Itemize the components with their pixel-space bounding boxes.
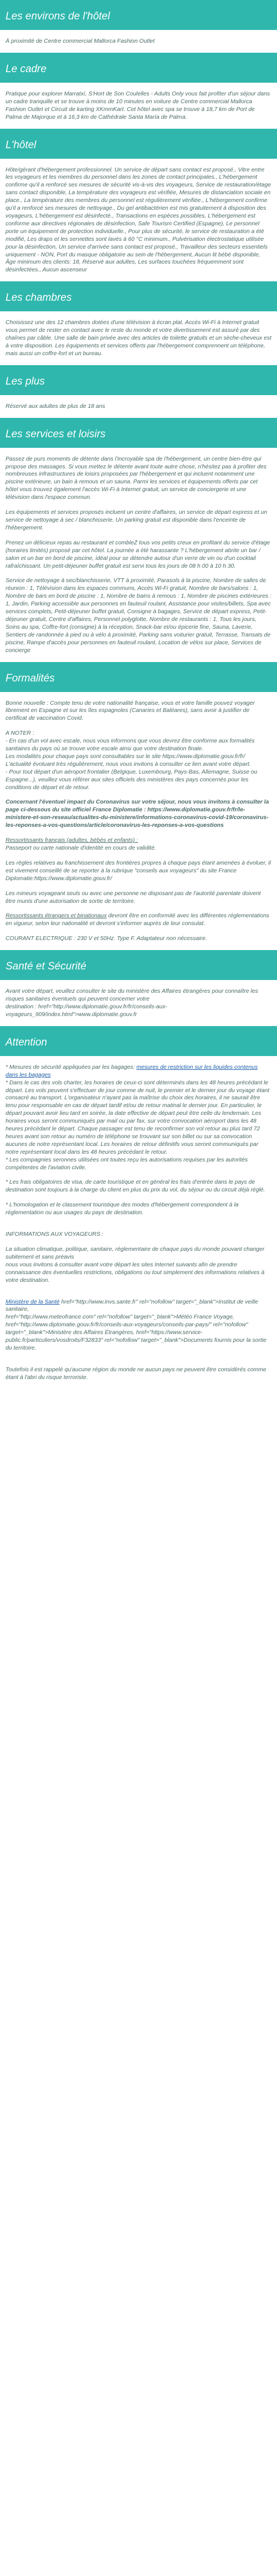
paragraph: Concernant l'éventuel impact du Coronavirus sur votre séjour, nous vous invitons à consulter la page ci-dessous du site officiel France Diplomatie : https://www.diplomatie.gouv.fr/fr/le-ministere-et-son-reseau/actualites-du-ministere/informations-coronavirus-covid-19/coronavirus-les-reponses-a-vos-questions/article/coronavirus-les-reponses-a-vos-questions (6, 799, 269, 829)
paragraph: La situation climatique, politique, sanitaire, réglementaire de chaque pays du monde pouvant changer subitement et sans préavis nous vous invitons à consulter avant votre départ les sites Internet suivants afin de prendre connaissance des éventuelles restrictions, obligations ou tout simplement des informations relatives à votre destination. (6, 1246, 265, 1284)
section-body (0, 90, 277, 122)
paragraph: Ressortissants français (adultes, bébés et enfants) : (6, 837, 138, 844)
paragraph: COURANT ELECTRIQUE : 230 V et 50Hz. Type F. Adaptateur non nécessaire. (6, 936, 207, 942)
section-title: Le cadre (0, 53, 277, 83)
paragraph: Prenez un délicieux repas au restaurant et combleZ tous vos petits creux en profitant du service d'étage (horaires limités) proposé par cet hôtel. La journée a été harassante ? L'hébergement abrite un bar / salon et un bar en bord de piscine, idéal pour se détendre autour d'un verre de vin ou d'un cocktail rafraîchissant. Un petit-déjeuner buffet gratuit est servi tous les jours de 08 h 00 à 10 h 30. (6, 539, 270, 569)
section-sante (0, 950, 277, 1019)
section-services (0, 418, 277, 655)
section-body (0, 166, 277, 275)
section-cadre (0, 53, 277, 122)
section-plus (0, 365, 277, 411)
paragraph: Service de nettoyage à sec/blanchisserie, VTT à proximité, Parasols à la piscine, Nombre de salles de réunion : 1, Télévision dans les espaces communs, Accès Wi-Fi gratuit, Nombre de bars/salons : 1, Nombre de bars en bord de piscine : 1, Nombre de bains à remous : 1, Nombre de piscines extérieures : 1, Jardin, Parking accessible aux personnes en fauteuil roulant, Assistance pour visites/billets, Spa avec services complets, Petit-déjeuner buffet gratuit, Consigne à bagages, Service de départ express, Petit-déjeuner gratuit, Centre d'affaires, Personnel polyglotte, Nombre de restaurants : 1, Tous les jours, Soins au spa, Coffre-fort (consigne) à la réception, Snack-bar et/ou épicerie fine, Sauna, Laverie, Sentiers de randonnée à pied ou à vélo à proximité, Parking sans voiturier gratuit, Terrasse, Transats de piscine, Rampe d'accès pour personnes en fauteuil roulant, Location de vélos sur place, Services de concierge (6, 578, 271, 654)
paragraph: * L'homologation et le classement touristique des modes d'hébergement correspondent à la réglementation ou aux usages du pays de destination. (6, 1202, 239, 1216)
spacer (6, 1224, 271, 1231)
section-environs (0, 0, 277, 46)
paragraph: Les règles relatives au franchissement des frontières propres à chaque pays étant amenées à évoluer, il est vivement conseillé de se reporter à la rubrique "conseils aux voyageurs" du site France Diplomatie:https://www.diplomatie.gouv.fr/ (6, 860, 271, 882)
paragraph: * Les frais obligatoires de visa, de carte touristique et en général les frais d'entrée dans le pays de destination sont toujours à la charge du client en plus du prix du vol, du séjour ou du circuit déjà réglé. (6, 1179, 265, 1194)
paragraph: Les mineurs voyageant seuls ou avec une personne ne disposant pas de l'autorité parentale doivent être munis d'une autorisation de sortie de territoire. (6, 890, 261, 905)
paragraph: Les équipements et services proposés incluent un centre d'affaires, un service de départ express et un service de nettoyage à sec / blanchisserie. Un parking gratuit est disponible dans l'enceinte de l'hébergement. (6, 509, 268, 531)
section-title: Les services et loisirs (0, 418, 277, 448)
section-title: Santé et Sécurité (0, 950, 277, 980)
paragraph: Passeport ou carte nationale d'identité en cours de validité. (6, 845, 156, 851)
section-body (0, 988, 277, 1019)
paragraph: Pratique pour explorer Marratxí, S'Hort de Son Coulelles - Adults Only vous fait profiter d'un séjour dans un cadre tranquille et se trouve à moins de 10 minutes en voiture de Centre commercial Mallorca Fashion Outlet et Circuit de karting XKmmKart. Cet hôtel avec spa se trouve à 18,7 km de Port de Palma de Majorque et à 16,3 km de Cathédrale Santa María de Palma. (6, 90, 270, 120)
section-title: Les environs de l'hôtel (0, 0, 277, 30)
section-body (0, 319, 277, 358)
paragraph: Choisissez une des 12 chambres dotées d'une télévision à écran plat. Accès Wi-Fi à Internet gratuit vous permet de rester en contact avec le reste du monde et votre divertissement est assuré par des chaînes par câble. Une salle de bain privée avec des articles de toilette gratuits et un sèche-cheveux est à votre disposition. Les équipements et services offerts par l'hébergement comprennent un téléphone, mais aussi un coffre-fort et un bureau. (6, 320, 271, 357)
section-formalites (0, 662, 277, 943)
section-title: Les plus (0, 365, 277, 395)
section-body (0, 456, 277, 655)
paragraph: Ressortissants étrangers et binationaux devront être en conformité avec les différentes réglementations en vigueur, selon leur nationalité et devront s'informer auprès de leur consulat. (6, 913, 269, 927)
section-title: Formalités (0, 662, 277, 692)
section-body (0, 38, 277, 46)
paragraph: Avant votre départ, veuillez consulter le site du ministère des Affaires étrangères pour connaître les risques sanitaires éventuels qui peuvent concerner votre destination : href="http://www.diplomatie.gouv.fr/fr/conseils-aux-voyageurs_909/index.html">www.diplomatie.gouv.fr (6, 988, 258, 1018)
section-body (0, 403, 277, 411)
underlined-lead: Ressortissants étrangers et binationaux (6, 913, 107, 920)
paragraph: * Mesures de sécurité appliquées par les bagages: mesures de restriction sur les liquides contenus dans les bagages * Dans le cas des vols charter, les horaires de ceux-ci sont déterminés dans les 48 heures précédant le départ. Les vols peuvent s'effectuer de jour comme de nuit, le premier et le dernier jour du voyage étant consacré au transport. L'organisateur n'ayant pas la maîtrise du choix des horaires, il ne saurait être tenu pour responsable en cas de départ tardif et/ou de retour matinal le dernier jour. En particulier, le départ pouvant avoir lieu tard en soirée, la date effective de départ peut être celle du lendemain. Les horaires vous seront communiqués par mail ou par fax, sur votre convocation aéroport dans les 48 heures précédant le départ. Chaque passager est tenu de reconfirmer son vol retour au plus tard 72 heures avant son retour au numéro de téléphone se trouvant sur son billet ou sur sa convocation aucunes de notre représentant local. Les horaires de retour définitifs vous seront communiqués par notre représentant local dans les 48 heures précédant le retour. * Les compagnies seronnes utilisées ont toutes reçu les autorisations requises par les autorités compétentes de l'aviation civile. (6, 1064, 270, 1171)
section-hotel (0, 129, 277, 275)
paragraph: À proximité de Centre commercial Mallorca Fashion Outlet (6, 38, 155, 44)
section-body (0, 700, 277, 943)
section-body (0, 1064, 277, 1382)
paragraph: Passez de purs moments de détente dans l'incroyable spa de l'hébergement, un centre bien-être qui propose des massages. Si vous mettez le détente avant toute autre chose, n'hésitez pas à profiter des nombreuses infrastructures de loisirs proposées par l'hébergement et qui incluent notamment une piscine extérieure, un bain à remous et un sauna. Parmi les services et équipements offerts par cet hôtel vous trouvez également l'accès Wi-Fi à Internet gratuit, un service de conciergerie et une télévision dans l'espace commun. (6, 456, 266, 501)
liquids-restriction-link[interactable]: mesures de restriction sur les liquides contenus dans les bagages (6, 1064, 258, 1078)
paragraph: Toutefois il est rappelé qu'aucune région du monde ne aucun pays ne peuvent être considérés comme étant à l'abri du risque terroriste. (6, 1366, 266, 1381)
paragraph: Hôte/gérant d'hébergement professionnel. Un service de départ sans contact est proposé., Vitre entre les voyageurs et les membres du personnel dans les zones de contact principales., L'hébergement confirme qu'il a renforcé ses mesures de sécurité vis-à-vis des voyageurs, Service de restauration/étage sans contact disponible, La température des voyageurs est vérifiée, Mesures de distanciation sociale en place., La température des membres du personnel est régulièrement vérifiée., L'hébergement confirme qu'il a renforcé ses mesures de nettoyage., Du gel antibactérien est mis gratuitement à disposition des voyageurs, L'hébergement est désinfecté., Transactions en espèces possibles, L'hébergement est conforme aux directives régionales de désinfection, Safe Tourism Certified (Espagne), Le personnel porte un équipement de protection individuelle., Pour plus de sécurité, le service de restauration a été modifié, Les draps et les serviettes sont lavés à 60 °C minimum., Pulvérisation électrostatique utilisée pour la désinfection, Un service d'arrivée sans contact est proposé., Travailleur des secteurs essentiels uniquement - NON, Port du masque obligatoire au sein de l'hébergement, Aucun lit bébé disponible, Âge minimum des clients: 18, Réservé aux adultes, Les surfaces touchées fréquemment sont désinfectées., Aucun ascenseur (6, 166, 271, 274)
paragraph: Réservé aux adultes de plus de 18 ans (6, 403, 105, 410)
section-attention (0, 1026, 277, 1382)
section-chambres (0, 281, 277, 358)
spacer (6, 1292, 271, 1299)
paragraph: INFORMATIONS AUX VOYAGEURS : (6, 1231, 104, 1238)
section-title: Les chambres (0, 281, 277, 311)
paragraph: A NOTER : - En cas d'un vol avec escale, nous vous informons que vous devrez être conforme aux formalités sanitaires du pays où se trouve votre escale ainsi que votre destination finale. Les modalités pour chaque pays sont consultables sur le site https://www.diplomatie.gouv.fr/fr/ L'actualité évoluant très régulièrement, nous vous invitons à consulter ce lien avant votre départ. - Pour tout départ d'un aéroport frontalier (Belgique, Luxembourg, Pays-Bas, Allemagne, Suisse ou Espagne...), veuillez vous référer aux sites officiels des ministères des pays concernés pour les conditions de départ et de retour. (6, 730, 258, 791)
spacer (6, 1360, 271, 1366)
section-title: Attention (0, 1026, 277, 1056)
section-title: L'hôtel (0, 129, 277, 159)
ministere-sante-link[interactable]: Ministère de la Santé (6, 1299, 60, 1305)
paragraph: Bonne nouvelle : Compte tenu de votre nationalité française, vous et votre famille pouvez voyager librement en Espagne et sur les îles espagnoles (Canaries et Baléares), sans avoir à justifier de certificat de vaccination Covid. (6, 700, 255, 722)
paragraph: Ministère de la Santé href="http://www.invs.sante.fr" rel="nofollow" target="_blank">Institut de veille sanitaire, href="http://www.meteofrance.com" rel="nofollow" target="_blank">Météo France Voyage, href="http://www.diplomatie.gouv.fr/fr/conseils-aux-voyageurs/conseils-par-pays/" rel="nofollow" target="_blank">Ministère des Affaires Étrangères, href="https://www.service-public.fr/particuliers/vosdroits/F32833" rel="nofollow" target="_blank">Documents fournis pour la sortie du territoire. (6, 1299, 266, 1351)
